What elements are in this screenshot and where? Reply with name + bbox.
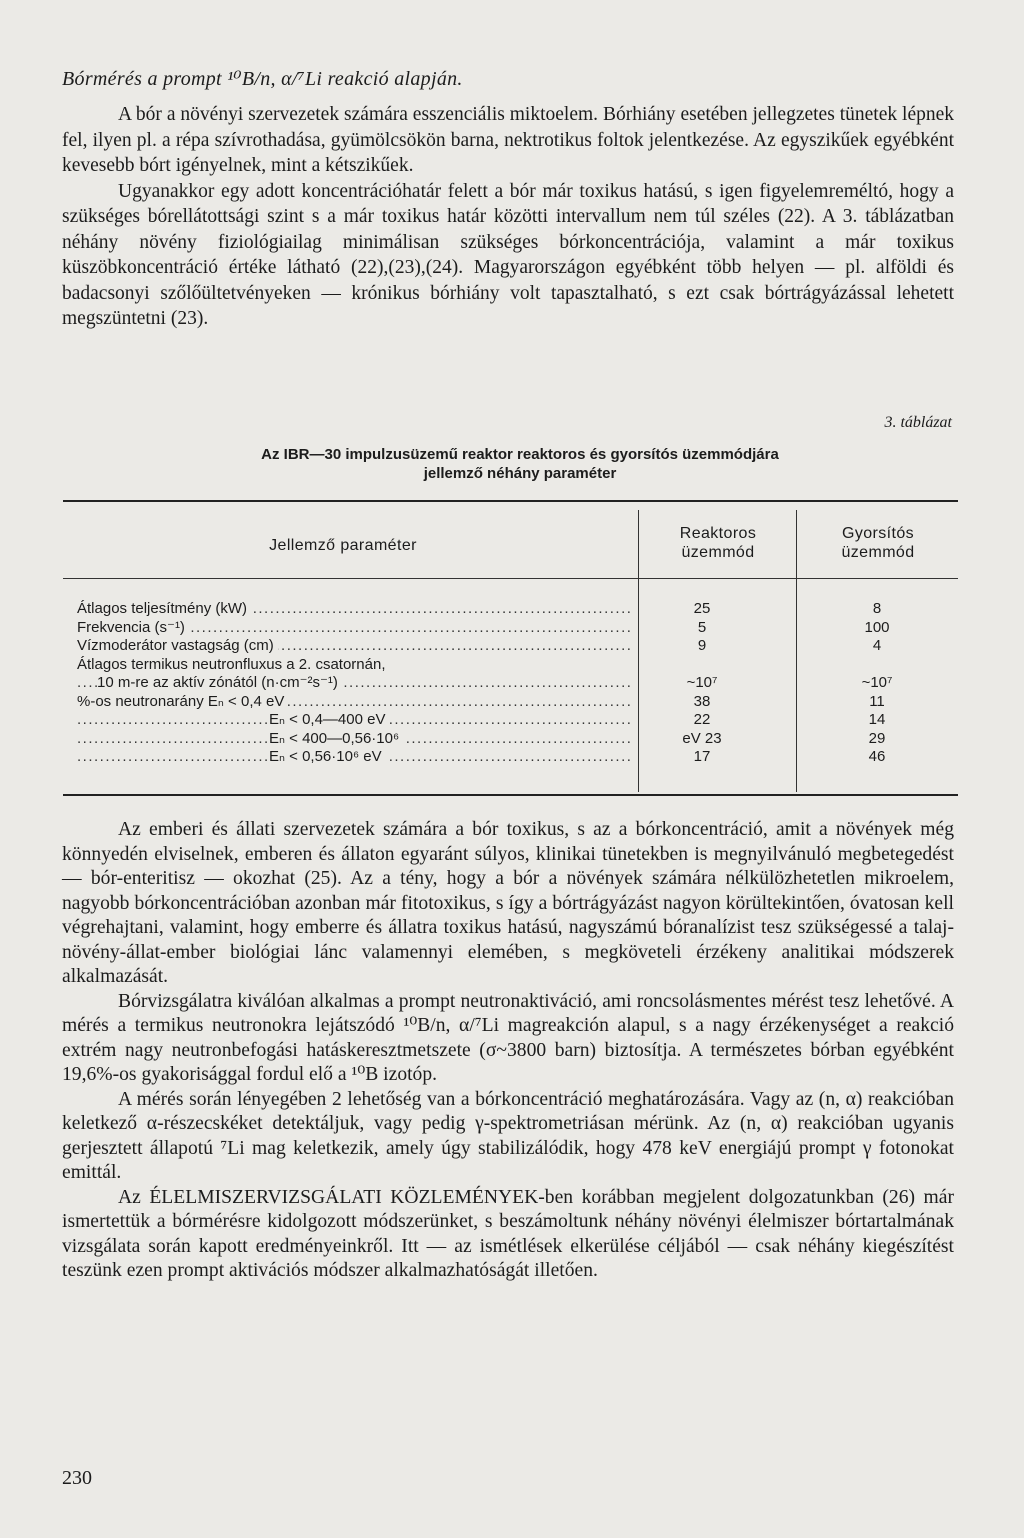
paragraph: Bórvizsgálatra kiválóan alkalmas a prompt neutronaktiváció, ami roncsolásmentes mérést tesz lehetővé. A mérés a termikus neutronokra lejátszódó ¹⁰B/n, α/⁷Li magreakción alapul, s a nagy érzékenységet a reakció extrém nagy neutronbefogási hatáskeresztmetszete (σ~3800 barn) biztosítja. A természetes bórban egyébként 19,6%-os gyakorisággal fordul elő a ¹⁰B izotóp. <box>62 990 954 1085</box>
column-header-line: Reaktoros <box>679 525 757 542</box>
header-rule <box>63 578 958 579</box>
page-number: 230 <box>62 1467 92 1489</box>
reactor-value: eV 23 <box>682 729 722 747</box>
row-label-cell <box>77 730 633 749</box>
row-label: Átlagos termikus neutronfluxus a 2. csatornán, <box>77 656 390 673</box>
column-header-accelerator <box>803 524 953 562</box>
row-label: Eₙ < 0,56·10⁶ eV <box>269 748 386 765</box>
row-label: Eₙ < 400—0,56·10⁶ <box>269 730 403 747</box>
table-row <box>77 637 957 656</box>
accelerator-value: ~10⁷ <box>861 674 893 691</box>
column-header-reactor <box>653 524 783 562</box>
row-label: Vízmoderátor vastagság (cm) <box>77 637 278 654</box>
accelerator-value: 29 <box>868 729 886 747</box>
accelerator-value: 8 <box>872 600 882 617</box>
table-row <box>77 600 957 619</box>
row-label-cell <box>77 711 633 730</box>
row-label-cell <box>77 600 633 619</box>
table-row <box>77 748 957 767</box>
reactor-value: 9 <box>697 637 707 654</box>
accelerator-value: 4 <box>872 637 882 654</box>
reactor-value: 17 <box>693 748 711 765</box>
column-header-parameter: Jellemző paraméter <box>269 537 417 554</box>
table-row <box>77 693 957 712</box>
reactor-value: 25 <box>693 600 711 617</box>
accelerator-value: 100 <box>864 618 890 636</box>
paragraph: A mérés során lényegében 2 lehetőség van a bórkoncentráció meghatározására. Vagy az (n, α) reakcióban keletkező α-részecskéket detektáljuk, vagy pedig γ-spektrometriásan mérünk. Az (n, α) reakcióban ugyanis gerjesztett állapotú ⁷Li mag keletkezik, amely úgy stabilizálódik, hogy 478 keV energiájú prompt γ fotonokat emittál. <box>62 1088 954 1183</box>
table-row <box>77 674 957 693</box>
reactor-value: ~10⁷ <box>686 674 718 691</box>
table-row <box>77 730 957 749</box>
reactor-value: 5 <box>697 618 707 636</box>
accelerator-value: 46 <box>868 748 886 765</box>
row-label: Átlagos teljesítmény (kW) <box>77 600 251 617</box>
accelerator-value: 14 <box>868 711 886 728</box>
body-text <box>62 818 954 1284</box>
intro-text <box>62 102 954 332</box>
row-label-cell <box>77 674 633 693</box>
parameter-table <box>63 500 958 796</box>
row-label-cell <box>77 693 633 712</box>
paragraph: Ugyanakkor egy adott koncentrációhatár felett a bór már toxikus hatású, s igen figyelemreméltó, hogy a szükséges bórellátottsági szint s a már toxikus határ közötti intervallum nem túl széles (22). A 3. táblázatban néhány növény fiziológiailag minimálisan szükséges bórkoncentrációja, valamint a már toxikus küszöbkoncentráció értéke látható (22),(23),(24). Magyarországon egyébként több helyen — pl. alföldi és badacsonyi szőlőültetvényeken — krónikus bórhiány volt tapasztalható, s ezt csak bórtrágyázással lehetett megszüntetni (23). <box>62 180 954 329</box>
row-label-cell <box>77 637 633 656</box>
accelerator-value: 11 <box>869 692 885 710</box>
row-label: %-os neutronarány Eₙ < 0,4 eV <box>77 693 288 710</box>
paragraph: A bór a növényi szervezetek számára esszenciális miktoelem. Bórhiány esetében jellegzetes tünetek lépnek fel, ilyen pl. a répa szívrothadása, gyümölcsökön barna, nektrotikus foltok jelentkezése. Az egyszikűek egyébként kevesebb bórt igényelnek, mint a kétszikűek. <box>62 104 954 176</box>
row-label: Frekvencia (s⁻¹) <box>77 619 189 636</box>
column-header-line: üzemmód <box>681 544 755 561</box>
column-header-line: üzemmód <box>841 544 915 561</box>
row-label-cell <box>77 748 633 767</box>
table-row <box>77 619 957 638</box>
table-caption-line: jellemző néhány paraméter <box>423 465 617 482</box>
table-row <box>77 656 957 675</box>
table-body <box>77 600 957 767</box>
row-label: Eₙ < 0,4—400 eV <box>269 711 389 728</box>
table-label: 3. táblázat <box>884 414 952 431</box>
paragraph: Az ÉLELMISZERVIZSGÁLATI KÖZLEMÉNYEK-ben korábban megjelent dolgozatunkban (26) már ismertettük a bórmérésre kidolgozott módszerünket, s beszámoltunk néhány növényi élelmiszer bórtartalmának vizsgálata során kapott eredményeinkről. Itt — az ismétlések elkerülése céljából — csak néhány kiegészítést teszünk ezen prompt aktivációs módszer alkalmazhatóságát illetően. <box>62 1186 954 1281</box>
table-caption-line: Az IBR—30 impulzusüzemű reaktor reaktoros és gyorsítós üzemmódjára <box>261 446 779 463</box>
reactor-value: 22 <box>693 711 711 728</box>
row-label-cell <box>77 619 633 638</box>
column-header-line: Gyorsítós <box>841 525 915 542</box>
section-heading: Bórmérés a prompt ¹⁰B/n, α/⁷Li reakció alapján. <box>62 68 463 90</box>
table-caption <box>130 445 910 483</box>
reactor-value: 38 <box>693 692 711 710</box>
row-label: 10 m-re az aktív zónától (n·cm⁻²s⁻¹) <box>97 674 342 691</box>
table-row <box>77 711 957 730</box>
paragraph: Az emberi és állati szervezetek számára a bór toxikus, s az a bórkoncentráció, amit a növények még könnyedén elviselnek, emberen és állaton egyaránt súlyos, klinikai tünetekben is megnyilvánuló megbetegedést — bór-enteritisz — okozhat (25). Az a tény, hogy a bór a növények számára nélkülözhetetlen mikroelem, nagyobb bórkoncentrációban azonban már fitotoxikus, s így a bórtrágyázást nagyon körültekintően, óvatosan kell végrehajtani, valamint, hogy emberre és állatra toxikus hatású, nagyszámú bóranalízist tesz szükségessé a talaj-növény-állat-ember biológiai lánc valamennyi elemében, s megköveteli érzékeny analitikai módszerek alkalmazását. <box>62 819 954 987</box>
row-label-cell <box>77 656 633 675</box>
